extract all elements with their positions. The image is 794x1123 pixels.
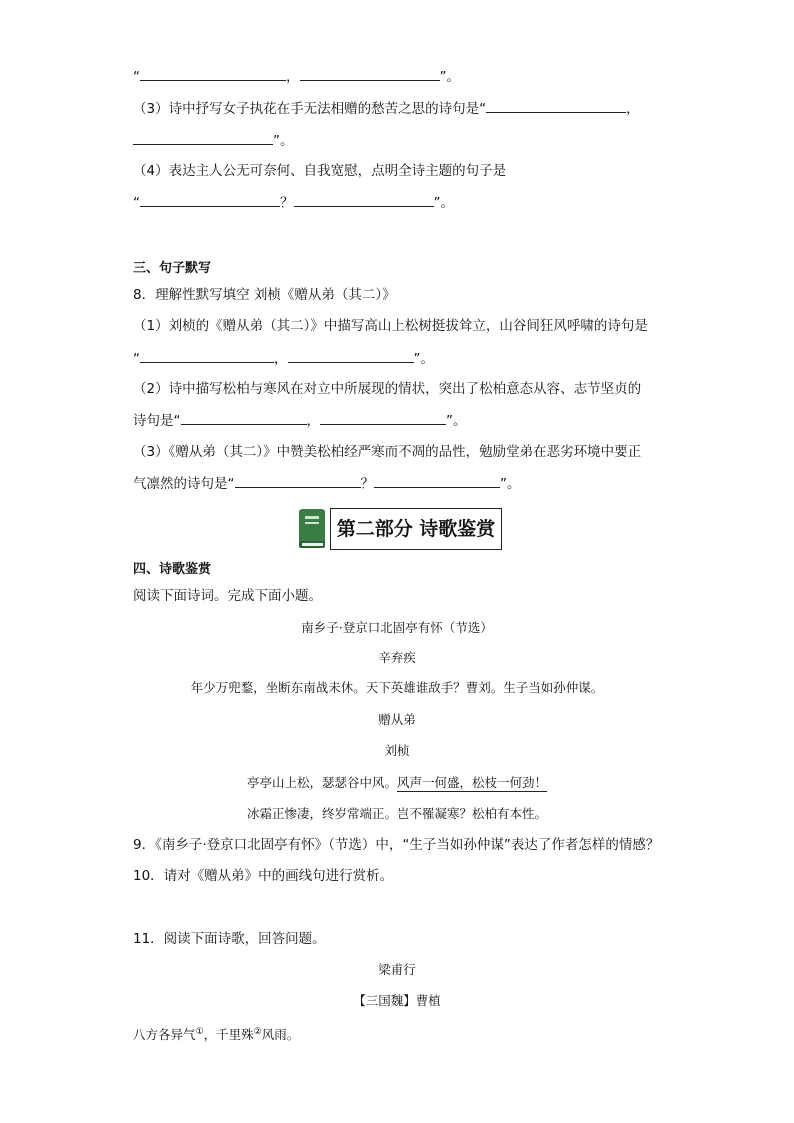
answer-blank[interactable] [374,473,500,488]
answer-blank[interactable] [235,473,361,488]
book-icon [296,507,328,551]
poem-title: 南乡子·登京口北固亭有怀（节选） [301,620,493,635]
q8-item1-blanks: “ ， ”。 [133,348,434,369]
section-heading: 三、句子默写 [133,261,212,276]
poem-line: 亭亭山上松，瑟瑟谷中风。风声一何盛，松枝一何劲！ [246,775,548,790]
q7-line1: “ ， ”。 [133,66,460,87]
poem-author: 刘桢 [384,743,410,758]
answer-blank[interactable] [140,66,286,81]
answer-blank[interactable] [486,98,626,113]
q8-item2: （2）诗中描写松柏与寒风在对立中所展现的情状，突出了松柏意态从容、志节坚贞的 [133,381,642,397]
q8-item3-blanks: 气凛然的诗句是“ ？ ”。 [133,473,521,494]
reading-instruction: 阅读下面诗词。完成下面小题。 [133,588,322,604]
poem-line: 冰霜正惨凄，终岁常端正。岂不罹凝寒？松柏有本性。 [246,806,547,821]
part-title: 第二部分 诗歌鉴赏 [330,508,502,550]
poem-line: 年少万兜鍪，坐断东南战未休。天下英雄谁敌手？曹刘。生子当如孙仲谋。 [190,680,604,695]
answer-blank[interactable] [300,66,440,81]
answer-blank[interactable] [320,410,446,425]
poem-author: 【三国魏】曹植 [353,993,441,1008]
answer-blank[interactable] [133,130,273,145]
underlined-verse: 风声一何盛，松枝一何劲！ [397,775,548,790]
footnote-marker: ② [253,1027,262,1037]
question-9: 9．《南乡子·登京口北固亭有怀》（节选）中，“生子当如孙仲谋”表达了作者怎样的情感？ [133,837,660,853]
q8-item1: （1）刘桢的《赠从弟（其二）》中描写高山上松树挺拔耸立，山谷间狂风呼啸的诗句是 [133,318,648,334]
q7-item3: （3）诗中抒写女子执花在手无法相赠的愁苦之思的诗句是“ ， [133,98,640,119]
q7-item4: （4）表达主人公无可奈何、自我宽慰，点明全诗主题的句子是 [133,163,507,179]
question-11: 11．阅读下面诗歌，回答问题。 [133,931,326,947]
q8-item2-blanks: 诗句是“ ， ”。 [133,410,467,431]
part-banner [296,504,506,552]
q7-item4-blanks: “ ？ ”。 [133,192,454,213]
question-8-title: 8．理解性默写填空 刘桢《赠从弟（其二）》 [133,287,396,303]
poem-author: 辛弃疾 [378,650,416,665]
answer-blank[interactable] [140,348,274,363]
footnote-marker: ① [195,1027,204,1037]
answer-blank[interactable] [294,192,434,207]
answer-blank[interactable] [288,348,414,363]
answer-blank[interactable] [140,192,280,207]
poem-line: 八方各异气①，千里殊②风雨。 [133,1027,300,1043]
section-heading: 四、诗歌鉴赏 [133,562,212,577]
poem-title: 赠从弟 [378,712,416,727]
q8-item3: （3）《赠从弟（其二）》中赞美松柏经严寒而不凋的品性，勉励堂弟在恶劣环境中要正 [133,444,642,460]
answer-blank[interactable] [181,410,307,425]
q7-item3-cont: ”。 [133,130,294,151]
poem-title: 梁甫行 [378,962,416,977]
question-10: 10．请对《赠从弟》中的画线句进行赏析。 [133,868,394,884]
